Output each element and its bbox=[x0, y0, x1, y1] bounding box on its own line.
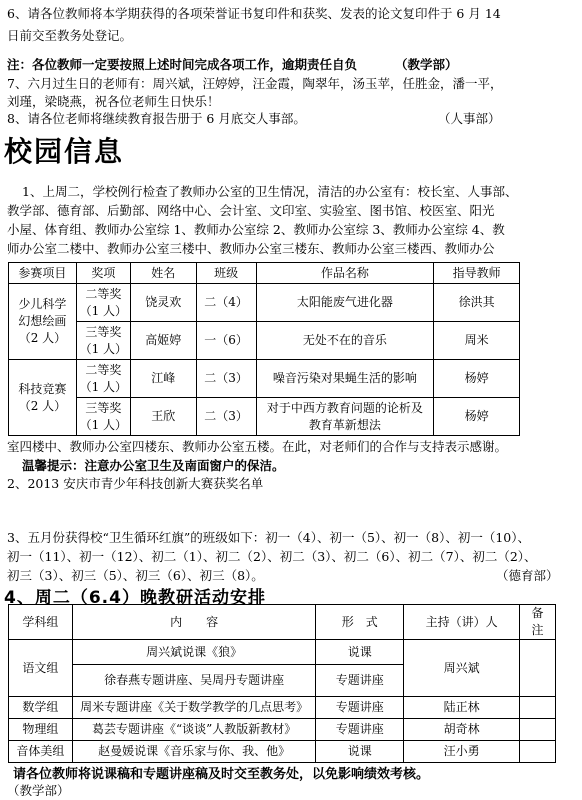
table-row bbox=[9, 360, 520, 398]
notice-item-8-dept: （人事部） bbox=[438, 111, 501, 126]
prize-cell bbox=[76, 398, 130, 436]
award-table bbox=[8, 262, 520, 436]
activity-note bbox=[520, 697, 556, 719]
table-row bbox=[9, 284, 520, 322]
advisor: 徐洪其 bbox=[434, 284, 520, 322]
header-prize: 奖项 bbox=[76, 263, 130, 284]
prize-count: （1 人） bbox=[79, 379, 128, 394]
notice-warning: 注：各位教师一定要按照上述时间完成各项工作，逾期责任自负 bbox=[7, 57, 358, 72]
award-list-title: 2、2013 安庆市青少年科技创新大赛获奖名单 bbox=[7, 476, 264, 491]
subject-group: 物理组 bbox=[9, 719, 73, 741]
header-note bbox=[520, 605, 556, 640]
header-project: 参赛项目 bbox=[9, 263, 77, 284]
activity-form: 专题讲座 bbox=[316, 719, 404, 741]
footer-dept: （教学部） bbox=[7, 783, 70, 798]
student-class: 二（4） bbox=[196, 284, 256, 322]
activity-host: 胡奇林 bbox=[404, 719, 520, 741]
prize-count: （1 人） bbox=[79, 417, 128, 432]
activity-content: 徐春燕专题讲座、吴周丹专题讲座 bbox=[72, 665, 316, 697]
footer-instruction: 请各位教师将说课稿和专题讲座稿及时交至教务处，以免影响绩效考核。 bbox=[13, 767, 430, 782]
prize-label: 三等奖 bbox=[85, 400, 122, 415]
activity-note bbox=[520, 719, 556, 741]
student-class: 二（3） bbox=[196, 398, 256, 436]
hygiene-line-1: 1、上周二，学校例行检查了教师办公室的卫生情况，清洁的办公室有：校长室、人事部、 bbox=[22, 184, 518, 199]
prize-label: 二等奖 bbox=[85, 362, 122, 377]
red-flag-line-2: 初一（11）、初一（12）、初二（1）、初二（2）、初二（3）、初二（6）、初二（7）、初二（2）、 bbox=[7, 549, 537, 564]
activity-form: 专题讲座 bbox=[316, 697, 404, 719]
student-name: 江峰 bbox=[130, 360, 196, 398]
table-row bbox=[9, 741, 556, 763]
work-title-line1: 对于中西方教育问题的论析及 bbox=[266, 400, 423, 415]
schedule-title: 4、周二（6.4）晚教研活动安排 bbox=[4, 588, 266, 608]
header-work: 作品名称 bbox=[256, 263, 434, 284]
prize-label: 二等奖 bbox=[85, 286, 122, 301]
group-painting-line1: 少儿科学 bbox=[18, 297, 67, 311]
prize-cell bbox=[76, 322, 130, 360]
table-row bbox=[9, 322, 520, 360]
advisor: 杨婷 bbox=[434, 398, 520, 436]
table-row bbox=[9, 398, 520, 436]
activity-content: 周兴斌说课《狼》 bbox=[72, 640, 316, 665]
activity-content: 葛芸专题讲座《“谈谈”人教版新教材》 bbox=[72, 719, 316, 741]
subject-group: 语文组 bbox=[9, 640, 73, 697]
hygiene-line-3: 小屋、体育组、教师办公室综 1、教师办公室综 2、教师办公室综 3、教师办公室综 4、教 bbox=[7, 222, 505, 237]
advisor: 周米 bbox=[434, 322, 520, 360]
header-note-char2: 注 bbox=[531, 623, 544, 637]
header-name: 姓名 bbox=[130, 263, 196, 284]
header-content: 内 容 bbox=[72, 605, 316, 640]
activity-host: 陆正林 bbox=[404, 697, 520, 719]
notice-item-8: 8、请各位老师将继续教育报告册于 6 月底交人事部。 bbox=[7, 111, 306, 126]
table-row bbox=[9, 640, 556, 665]
hygiene-line-2: 教学部、德育部、后勤部、网络中心、会计室、文印室、实验室、图书馆、校医室、阳光 bbox=[7, 203, 495, 218]
header-teacher: 指导教师 bbox=[434, 263, 520, 284]
header-host: 主持（讲）人 bbox=[404, 605, 520, 640]
work-title: 噪音污染对果蝇生活的影响 bbox=[256, 360, 434, 398]
activity-host: 周兴斌 bbox=[404, 640, 520, 697]
activity-host: 汪小勇 bbox=[404, 741, 520, 763]
notice-warning-dept: （教学部） bbox=[395, 57, 458, 72]
subject-group: 音体美组 bbox=[9, 741, 73, 763]
schedule-header-row bbox=[9, 605, 556, 640]
prize-count: （1 人） bbox=[79, 341, 128, 356]
student-class: 二（3） bbox=[196, 360, 256, 398]
activity-form: 专题讲座 bbox=[316, 665, 404, 697]
hygiene-tip: 温馨提示：注意办公室卫生及南面窗户的保洁。 bbox=[22, 458, 285, 473]
activity-note bbox=[520, 640, 556, 697]
group-painting-line2: 幻想绘画 bbox=[18, 314, 67, 328]
red-flag-line-3: 初三（3）、初三（5）、初三（6）、初三（8）。 bbox=[7, 568, 264, 583]
group-tech-line2: （2 人） bbox=[18, 398, 67, 413]
work-title bbox=[256, 398, 434, 436]
notice-item-7-line2: 刘瑾，梁晓燕，祝各位老师生日快乐！ bbox=[7, 94, 220, 109]
activity-form: 说课 bbox=[316, 741, 404, 763]
red-flag-line-1: 3、五月份获得校“卫生循环红旗”的班级如下：初一（4）、初一（5）、初一（8）、初一（10）、 bbox=[7, 530, 530, 545]
activity-note bbox=[520, 741, 556, 763]
table-row bbox=[9, 719, 556, 741]
group-cell-tech bbox=[9, 360, 77, 436]
header-form: 形 式 bbox=[316, 605, 404, 640]
header-note-char1: 备 bbox=[531, 606, 544, 620]
header-class: 班级 bbox=[196, 263, 256, 284]
award-table-header-row bbox=[9, 263, 520, 284]
hygiene-line-5: 室四楼中、教师办公室四楼东、教师办公室五楼。在此，对老师们的合作与支持表示感谢。 bbox=[7, 439, 508, 454]
hygiene-line-4: 师办公室二楼中、教师办公室三楼中、教师办公室三楼东、教师办公室三楼西、教师办公 bbox=[7, 241, 495, 256]
work-title: 太阳能废气进化器 bbox=[256, 284, 434, 322]
group-cell-painting bbox=[9, 284, 77, 360]
student-name: 王欣 bbox=[130, 398, 196, 436]
prize-label: 三等奖 bbox=[85, 324, 122, 339]
red-flag-dept: （德育部） bbox=[496, 568, 559, 583]
subject-group: 数学组 bbox=[9, 697, 73, 719]
student-class: 一（6） bbox=[196, 322, 256, 360]
notice-item-7-line1: 7、六月过生日的老师有：周兴斌，汪婷婷，汪金霞，陶翠年，汤玉苹，任胜金，潘一平， bbox=[7, 76, 503, 91]
table-row bbox=[9, 697, 556, 719]
student-name: 高姬婷 bbox=[130, 322, 196, 360]
schedule-table bbox=[8, 604, 556, 763]
notice-item-6-line2: 日前交至教务处登记。 bbox=[7, 28, 133, 43]
student-name: 饶灵欢 bbox=[130, 284, 196, 322]
work-title: 无处不在的音乐 bbox=[256, 322, 434, 360]
activity-form: 说课 bbox=[316, 640, 404, 665]
advisor: 杨婷 bbox=[434, 360, 520, 398]
prize-count: （1 人） bbox=[79, 303, 128, 318]
section-title: 校园信息 bbox=[4, 135, 125, 168]
notice-item-6-line1: 6、请各位教师将本学期获得的各项荣誉证书复印件和获奖、发表的论文复印件于 6 月 14 bbox=[7, 6, 501, 21]
group-tech-line1: 科技竞赛 bbox=[18, 381, 67, 396]
group-painting-line3: （2 人） bbox=[18, 331, 67, 345]
prize-cell bbox=[76, 360, 130, 398]
work-title-line2: 教育革新想法 bbox=[308, 417, 381, 432]
activity-content: 周米专题讲座《关于数学教学的几点思考》 bbox=[72, 697, 316, 719]
activity-content: 赵曼媛说课《音乐家与你、我、他》 bbox=[72, 741, 316, 763]
prize-cell bbox=[76, 284, 130, 322]
header-subject-group: 学科组 bbox=[9, 605, 73, 640]
